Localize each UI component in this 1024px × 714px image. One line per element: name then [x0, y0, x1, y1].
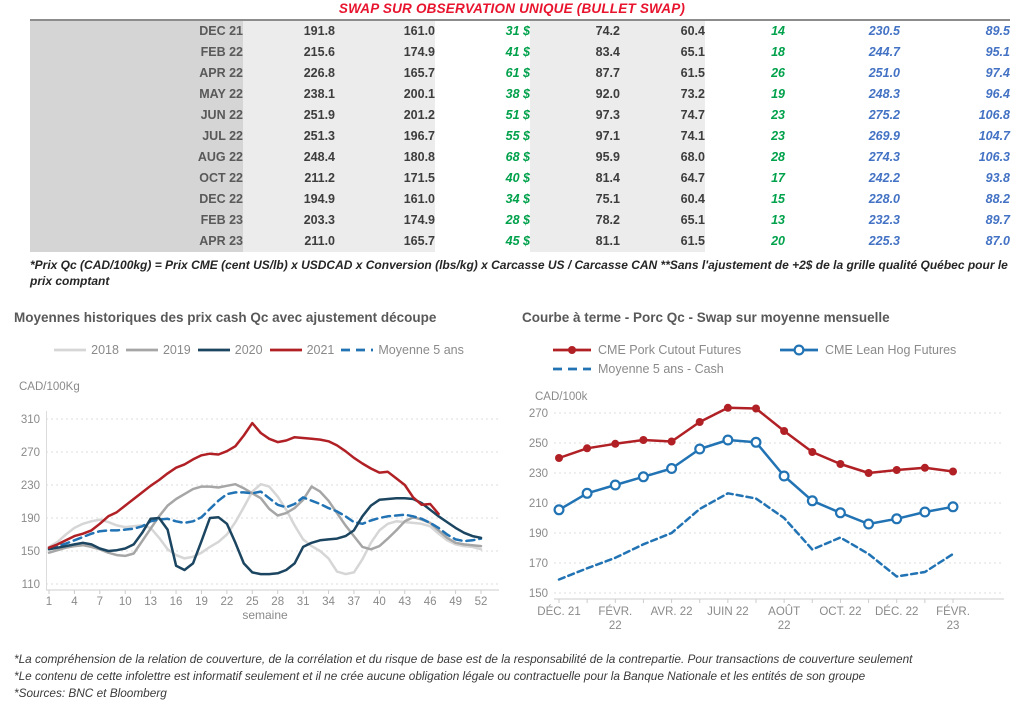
table-row: [30, 147, 1010, 168]
table-cell: 15: [705, 189, 785, 210]
disclaimer-footnotes: [14, 651, 1014, 702]
table-cell: 165.7: [335, 231, 435, 252]
legend-swatch-line: [197, 344, 231, 356]
series-moyenne-5-ans---cash: [559, 493, 953, 579]
data-point-marker: [921, 508, 930, 517]
table-cell: 68.0: [620, 147, 705, 168]
table-row: [30, 42, 1010, 63]
historical-prices-panel: [10, 310, 507, 646]
legend-item: [125, 343, 191, 357]
svg-text:28: 28: [271, 596, 285, 608]
legend-item: [197, 343, 263, 357]
svg-text:JUIN 22: JUIN 22: [707, 606, 749, 618]
table-cell: 45 $: [435, 231, 530, 252]
svg-text:22: 22: [608, 620, 622, 632]
legend-swatch-dashed: [340, 344, 374, 356]
table-cell: 61.5: [620, 231, 705, 252]
svg-text:16: 16: [169, 596, 183, 608]
svg-text:52: 52: [474, 596, 488, 608]
table-cell: 26: [705, 63, 785, 84]
table-cell: 238.1: [243, 84, 335, 105]
svg-text:DÉC. 21: DÉC. 21: [537, 606, 581, 618]
svg-text:250: 250: [528, 438, 548, 450]
data-point-marker: [836, 508, 845, 517]
svg-text:230: 230: [20, 480, 40, 492]
table-cell: 28 $: [435, 210, 530, 231]
table-cell: 203.3: [243, 210, 335, 231]
data-point-marker: [611, 440, 619, 448]
table-cell: 87.0: [900, 231, 1010, 252]
table-cell: 55 $: [435, 126, 530, 147]
table-cell: 191.8: [243, 21, 335, 42]
table-cell: 19: [705, 84, 785, 105]
svg-text:DÉC. 22: DÉC. 22: [874, 606, 919, 618]
table-cell: 106.8: [900, 105, 1010, 126]
table-cell: 89.7: [900, 210, 1010, 231]
table-cell: 41 $: [435, 42, 530, 63]
data-point-marker: [724, 404, 732, 412]
series-2020: [49, 498, 481, 574]
table-cell: 244.7: [785, 42, 900, 63]
table-row: [30, 126, 1010, 147]
data-point-marker: [668, 438, 676, 446]
data-point-marker: [892, 514, 901, 523]
table-cell: 251.9: [243, 105, 335, 126]
footnote-line: *La compréhension de la relation de couverture, de la corrélation et du risque de base est de la responsabilité de la contrepartie. Pour transactions de couverture seulement: [14, 652, 913, 666]
data-point-marker: [583, 444, 591, 452]
table-cell: 23: [705, 126, 785, 147]
table-cell: 78.2: [530, 210, 620, 231]
svg-text:AVR. 22: AVR. 22: [650, 606, 693, 618]
data-point-marker: [893, 466, 901, 474]
table-cell: 61.5: [620, 63, 705, 84]
data-point-marker: [808, 496, 817, 505]
svg-text:OCT. 22: OCT. 22: [819, 606, 862, 618]
table-cell: 97.1: [530, 126, 620, 147]
table-cell: 161.0: [335, 21, 435, 42]
table-cell: 73.2: [620, 84, 705, 105]
svg-text:49: 49: [449, 596, 462, 608]
svg-text:1: 1: [45, 596, 53, 608]
table-cell: 83.4: [530, 42, 620, 63]
table-cell: 75.1: [530, 189, 620, 210]
svg-text:31: 31: [296, 596, 310, 608]
table-cell: 23: [705, 105, 785, 126]
legend-item: [269, 343, 335, 357]
legend-item: [779, 343, 956, 357]
legend-swatch-line: [779, 344, 819, 356]
svg-text:110: 110: [21, 579, 40, 591]
table-row: [30, 210, 1010, 231]
table-row: [30, 189, 1010, 210]
table-cell: 194.9: [243, 189, 335, 210]
table-cell: 174.9: [335, 210, 435, 231]
page-title: SWAP SUR OBSERVATION UNIQUE (BULLET SWAP): [338, 1, 686, 16]
svg-text:150: 150: [20, 546, 40, 558]
table-cell: 93.8: [900, 168, 1010, 189]
svg-text:230: 230: [528, 468, 548, 480]
table-cell: 92.0: [530, 84, 620, 105]
table-cell: 17: [705, 168, 785, 189]
data-point-marker: [555, 454, 563, 462]
historical-legend: [10, 343, 507, 357]
data-point-marker: [949, 502, 958, 511]
table-cell: 14: [705, 21, 785, 42]
table-cell: 215.6: [243, 42, 335, 63]
row-month-cell: AUG 22: [30, 147, 243, 168]
svg-text:170: 170: [528, 558, 548, 570]
legend-swatch-line: [269, 344, 303, 356]
data-point-marker: [836, 460, 844, 468]
data-point-marker: [611, 481, 620, 490]
data-point-marker: [752, 438, 761, 447]
svg-text:37: 37: [347, 596, 361, 608]
svg-text:CAD/100k: CAD/100k: [535, 391, 588, 403]
table-cell: 68 $: [435, 147, 530, 168]
data-point-marker: [667, 464, 676, 473]
table-cell: 251.0: [785, 63, 900, 84]
table-cell: 171.5: [335, 168, 435, 189]
table-cell: 65.1: [620, 210, 705, 231]
data-point-marker: [865, 469, 873, 477]
table-cell: 18: [705, 42, 785, 63]
svg-text:semaine: semaine: [242, 608, 288, 622]
svg-text:46: 46: [423, 596, 437, 608]
table-cell: 228.0: [785, 189, 900, 210]
table-cell: 226.8: [243, 63, 335, 84]
table-cell: 248.3: [785, 84, 900, 105]
table-cell: 174.9: [335, 42, 435, 63]
row-month-cell: APR 22: [30, 63, 243, 84]
data-point-marker: [780, 427, 788, 435]
svg-text:CAD/100Kg: CAD/100Kg: [19, 381, 80, 393]
table-cell: 60.4: [620, 21, 705, 42]
svg-text:4: 4: [71, 596, 78, 608]
table-row: [30, 168, 1010, 189]
table-cell: 40 $: [435, 168, 530, 189]
table-cell: 60.4: [620, 189, 705, 210]
svg-text:AOÛT: AOÛT: [768, 606, 801, 618]
table-cell: 20: [705, 231, 785, 252]
table-cell: 95.9: [530, 147, 620, 168]
legend-item: [552, 343, 779, 357]
table-row: [30, 21, 1010, 42]
row-month-cell: DEC 21: [30, 21, 243, 42]
legend-swatch-line: [125, 344, 159, 356]
table-cell: 74.7: [620, 105, 705, 126]
svg-text:210: 210: [528, 498, 548, 510]
table-cell: 275.2: [785, 105, 900, 126]
table-cell: 95.1: [900, 42, 1010, 63]
data-point-marker: [780, 472, 789, 481]
data-point-marker: [639, 436, 647, 444]
svg-text:270: 270: [20, 447, 40, 459]
legend-label: CME Pork Cutout Futures: [598, 342, 742, 357]
table-cell: 165.7: [335, 63, 435, 84]
legend-swatch-line: [552, 344, 592, 356]
table-cell: 87.7: [530, 63, 620, 84]
table-cell: 211.2: [243, 168, 335, 189]
svg-text:25: 25: [245, 596, 259, 608]
table-cell: 38 $: [435, 84, 530, 105]
svg-text:22: 22: [220, 596, 234, 608]
table-row: [30, 63, 1010, 84]
data-point-marker: [864, 520, 873, 529]
swap-table: [30, 21, 1010, 252]
table-cell: 89.5: [900, 21, 1010, 42]
svg-text:190: 190: [528, 528, 548, 540]
table-cell: 200.1: [335, 84, 435, 105]
data-point-marker: [724, 436, 733, 445]
legend-label: 2018: [91, 343, 119, 357]
svg-text:22: 22: [777, 620, 791, 632]
row-month-cell: OCT 22: [30, 168, 243, 189]
legend-label: CME Lean Hog Futures: [825, 342, 957, 357]
legend-item: [53, 343, 119, 357]
table-cell: 97.4: [900, 63, 1010, 84]
forward-legend-row-1: [552, 340, 956, 359]
row-month-cell: FEB 23: [30, 210, 243, 231]
data-point-marker: [921, 464, 929, 472]
row-month-cell: JUL 22: [30, 126, 243, 147]
legend-label: 2021: [306, 343, 335, 357]
table-cell: 161.0: [335, 189, 435, 210]
forward-curve-panel: [518, 310, 1015, 646]
svg-text:270: 270: [528, 408, 548, 420]
svg-text:10: 10: [118, 596, 132, 608]
data-point-marker: [583, 489, 592, 498]
legend-label: 2020: [234, 343, 263, 357]
legend-label: Moyenne 5 ans - Cash: [598, 361, 724, 376]
svg-text:43: 43: [398, 596, 412, 608]
table-cell: 251.3: [243, 126, 335, 147]
table-cell: 13: [705, 210, 785, 231]
table-cell: 96.4: [900, 84, 1010, 105]
table-cell: 232.3: [785, 210, 900, 231]
row-month-cell: APR 23: [30, 231, 243, 252]
svg-text:7: 7: [96, 596, 104, 608]
table-cell: 74.2: [530, 21, 620, 42]
forward-curve-chart: [518, 362, 1015, 636]
legend-label: Moyenne 5 ans: [378, 343, 464, 357]
table-cell: 225.3: [785, 231, 900, 252]
row-month-cell: JUN 22: [30, 105, 243, 126]
table-cell: 81.4: [530, 168, 620, 189]
row-month-cell: MAY 22: [30, 84, 243, 105]
table-cell: 64.7: [620, 168, 705, 189]
svg-text:23: 23: [946, 620, 960, 632]
table-row: [30, 231, 1010, 252]
table-cell: 31 $: [435, 21, 530, 42]
svg-text:150: 150: [528, 588, 548, 600]
table-cell: 106.3: [900, 147, 1010, 168]
svg-text:FÉVR.: FÉVR.: [598, 606, 633, 618]
table-cell: 242.2: [785, 168, 900, 189]
table-cell: 74.1: [620, 126, 705, 147]
table-cell: 230.5: [785, 21, 900, 42]
data-point-marker: [949, 468, 957, 476]
svg-text:13: 13: [144, 596, 158, 608]
svg-text:190: 190: [20, 513, 40, 525]
table-cell: 34 $: [435, 189, 530, 210]
table-footnote: *Prix Qc (CAD/100kg) = Prix CME (cent US/lb) x USDCAD x Conversion (lbs/kg) x Carcasse US / Carcasse CAN **Sans l'ajustement de +2$ de la grille qualité Québec pour le prix comptant: [30, 258, 1008, 288]
forward-chart-title: Courbe à terme - Porc Qc - Swap sur moyenne mensuelle: [522, 310, 890, 325]
table-row: [30, 105, 1010, 126]
historical-prices-chart: [10, 362, 507, 626]
table-cell: 196.7: [335, 126, 435, 147]
table-cell: 28: [705, 147, 785, 168]
table-row: [30, 84, 1010, 105]
table-cell: 81.1: [530, 231, 620, 252]
table-cell: 274.3: [785, 147, 900, 168]
data-point-marker: [752, 405, 760, 413]
table-cell: 104.7: [900, 126, 1010, 147]
data-point-marker: [696, 418, 704, 426]
footnote-line: *Sources: BNC et Bloomberg: [14, 686, 167, 701]
svg-text:19: 19: [195, 596, 208, 608]
data-point-marker: [695, 445, 704, 454]
legend-item: [340, 343, 463, 357]
swap-table-body: [30, 21, 1010, 252]
table-cell: 61 $: [435, 63, 530, 84]
legend-label: 2019: [162, 343, 191, 357]
table-cell: 211.0: [243, 231, 335, 252]
table-cell: 65.1: [620, 42, 705, 63]
table-cell: 269.9: [785, 126, 900, 147]
footnote-line: *Le contenu de cette infolettre est informatif seulement et il ne crée aucune obligation légale ou contractuelle pour la Banque Nationale et les entités de son groupe: [14, 669, 866, 684]
historical-chart-title: Moyennes historiques des prix cash Qc avec ajustement découpe: [14, 310, 437, 325]
table-cell: 248.4: [243, 147, 335, 168]
table-cell: 201.2: [335, 105, 435, 126]
data-point-marker: [639, 472, 648, 481]
table-cell: 88.2: [900, 189, 1010, 210]
row-month-cell: DEC 22: [30, 189, 243, 210]
data-point-marker: [808, 448, 816, 456]
legend-swatch-line: [53, 344, 87, 356]
svg-text:310: 310: [20, 414, 40, 426]
data-point-marker: [555, 505, 564, 514]
table-cell: 51 $: [435, 105, 530, 126]
svg-text:34: 34: [322, 596, 335, 608]
svg-text:40: 40: [372, 596, 386, 608]
row-month-cell: FEB 22: [30, 42, 243, 63]
table-cell: 97.3: [530, 105, 620, 126]
svg-text:FÉVR.: FÉVR.: [936, 606, 970, 618]
table-cell: 180.8: [335, 147, 435, 168]
